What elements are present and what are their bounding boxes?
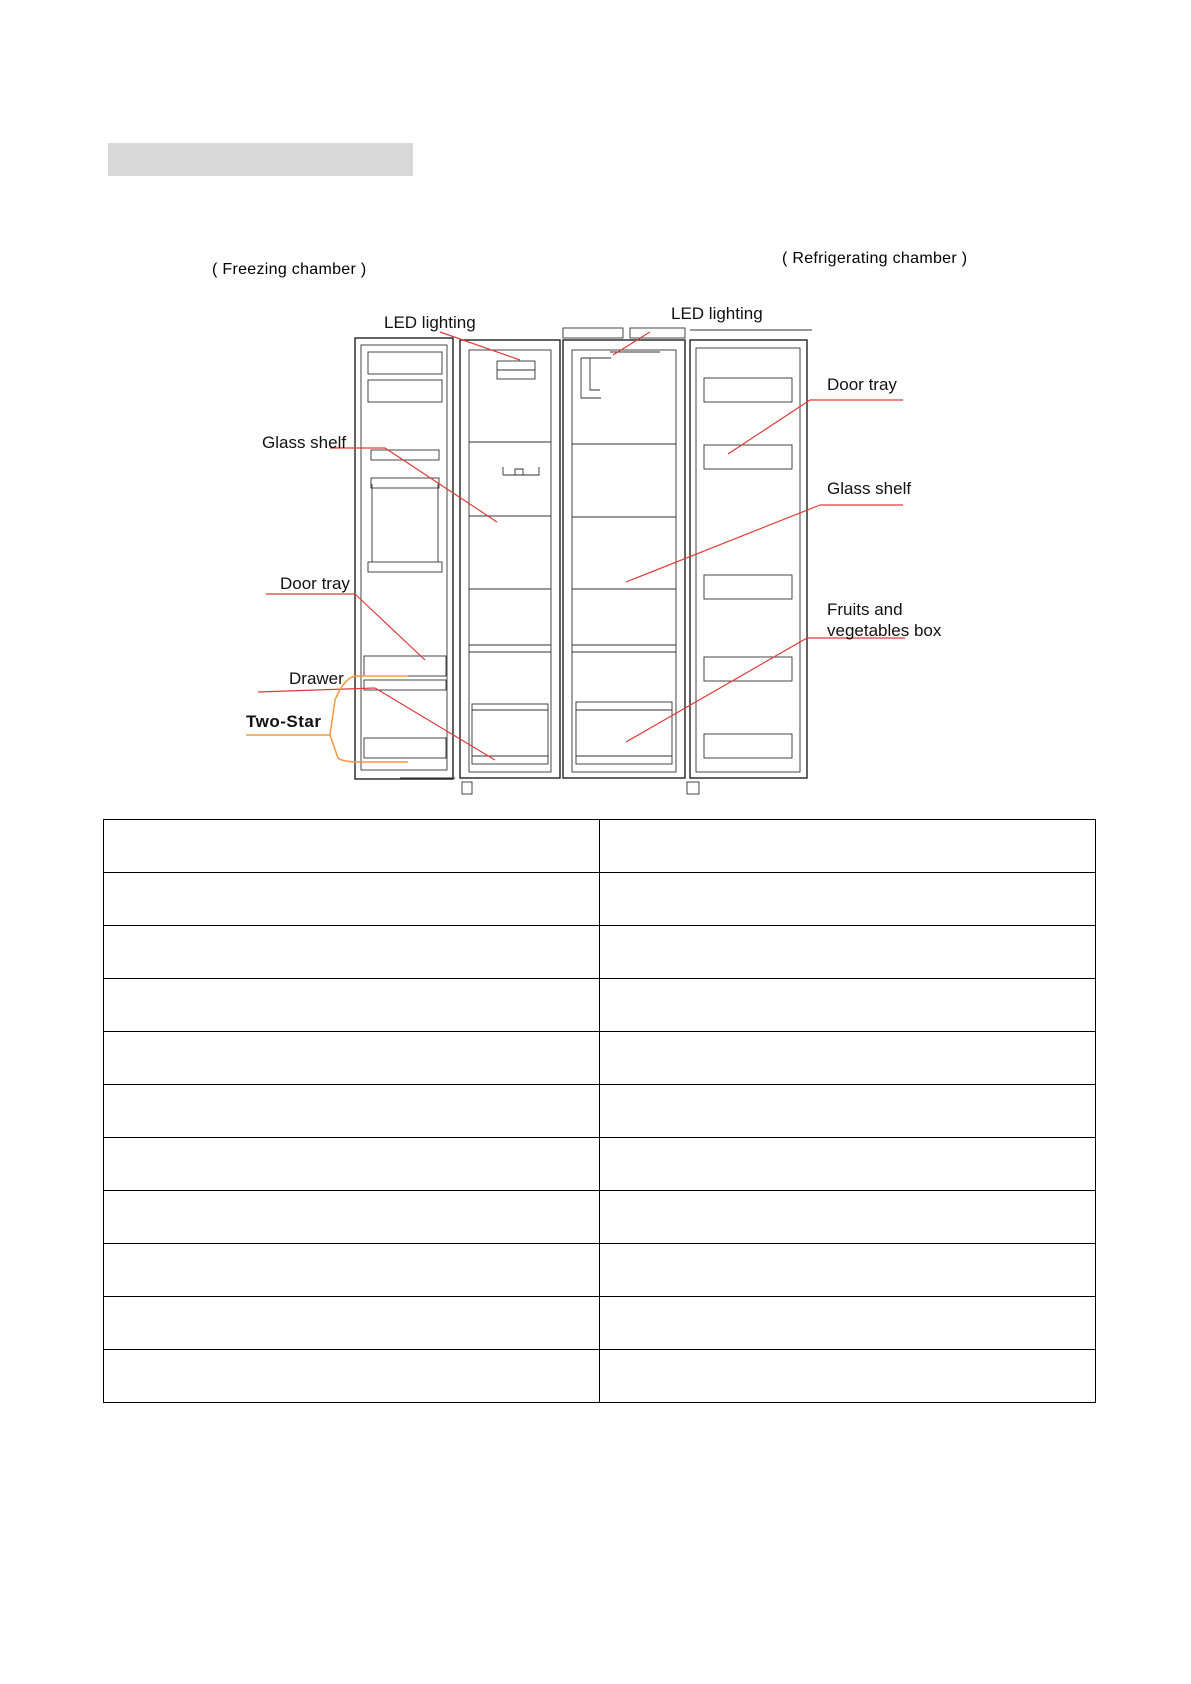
table-cell xyxy=(600,820,1096,873)
table-row xyxy=(104,1085,1096,1138)
refrigerating-chamber-label: ( Refrigerating chamber ) xyxy=(782,250,968,267)
freezing-chamber-label: ( Freezing chamber ) xyxy=(212,261,367,278)
table-row xyxy=(104,820,1096,873)
table-row xyxy=(104,1191,1096,1244)
table-row xyxy=(104,1138,1096,1191)
specification-table xyxy=(103,819,1096,1403)
table-cell xyxy=(600,926,1096,979)
table-row xyxy=(104,979,1096,1032)
table-cell xyxy=(104,1085,600,1138)
table-row xyxy=(104,1297,1096,1350)
table-cell xyxy=(104,1297,600,1350)
table-cell xyxy=(600,873,1096,926)
table-cell xyxy=(104,979,600,1032)
table-cell xyxy=(104,1244,600,1297)
led-lighting-freezer-label: LED lighting xyxy=(384,313,476,332)
table-cell xyxy=(104,873,600,926)
fruits-vegetables-label-line2: vegetables box xyxy=(827,621,942,640)
door-tray-freezer-label: Door tray xyxy=(280,574,350,593)
glass-shelf-fridge-label: Glass shelf xyxy=(827,479,912,498)
table-row xyxy=(104,926,1096,979)
table-cell xyxy=(600,1138,1096,1191)
table-row xyxy=(104,873,1096,926)
door-tray-fridge-label: Door tray xyxy=(827,375,897,394)
table-cell xyxy=(600,979,1096,1032)
table-cell xyxy=(600,1085,1096,1138)
table-cell xyxy=(104,820,600,873)
fridge-cabinet-drawing xyxy=(563,328,685,778)
freezer-cabinet-drawing xyxy=(460,340,560,778)
table-cell xyxy=(104,926,600,979)
two-star-label: Two-Star xyxy=(246,712,322,731)
drawer-label: Drawer xyxy=(289,669,344,688)
table-cell xyxy=(104,1350,600,1403)
table-row xyxy=(104,1350,1096,1403)
table-cell xyxy=(600,1244,1096,1297)
table-row xyxy=(104,1032,1096,1085)
glass-shelf-freezer-label: Glass shelf xyxy=(262,433,347,452)
refrigerator-diagram xyxy=(0,0,1191,820)
table-cell xyxy=(104,1032,600,1085)
table-cell xyxy=(104,1138,600,1191)
table-cell xyxy=(600,1297,1096,1350)
table-cell xyxy=(600,1191,1096,1244)
freezer-door-drawing xyxy=(355,338,455,779)
table-cell xyxy=(600,1032,1096,1085)
fridge-door-drawing xyxy=(462,330,812,794)
table-cell xyxy=(104,1191,600,1244)
led-lighting-fridge-label: LED lighting xyxy=(671,304,763,323)
table-cell xyxy=(600,1350,1096,1403)
fruits-vegetables-label-line1: Fruits and xyxy=(827,600,903,619)
table-row xyxy=(104,1244,1096,1297)
